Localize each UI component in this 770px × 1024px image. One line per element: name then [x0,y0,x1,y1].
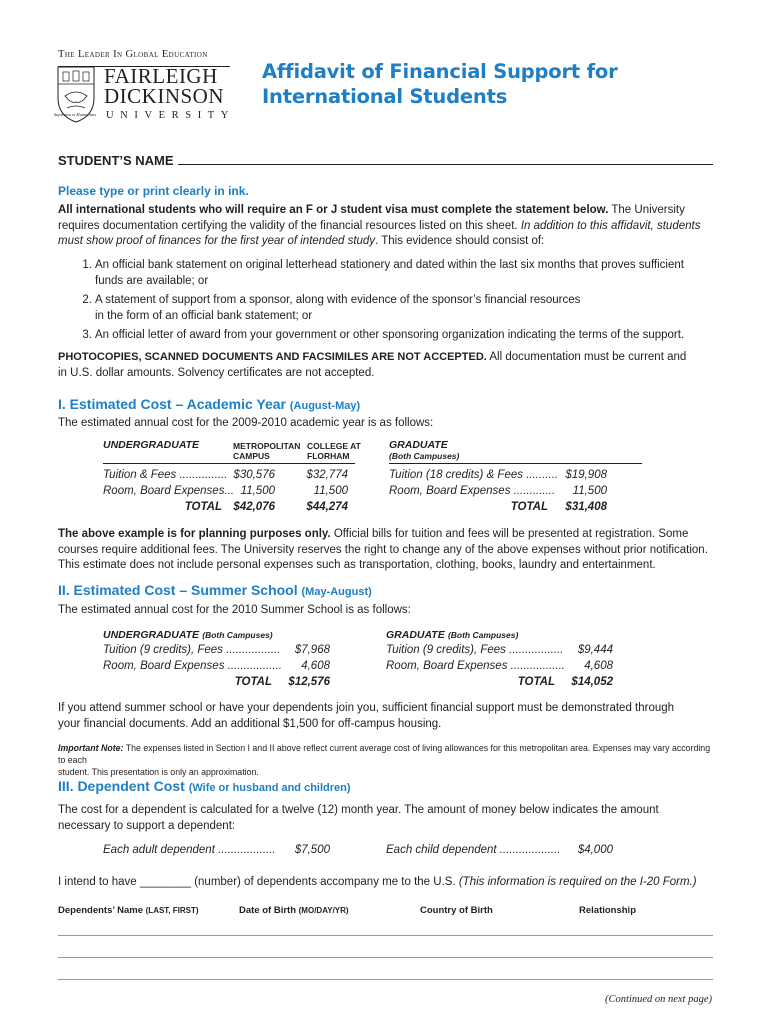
table-row-label: Room, Board Expenses... [103,485,235,497]
instruction-text: Please type or print clearly in ink. [58,184,249,198]
list-item-number: 1. [82,259,92,271]
table-row-label: Room, Board Expenses ............. [389,485,556,497]
divider [103,463,355,464]
table-cell: $30,576 [233,469,275,481]
table-cell: $32,774 [306,469,348,481]
column-header-relationship: Relationship [579,905,637,916]
logo-dickinson: DICKINSON [104,84,224,108]
photocopies-note: PHOTOCOPIES, SCANNED DOCUMENTS AND FACSIMILES ARE NOT ACCEPTED. All documentation must be current and in U.S. dollar amounts. Solvency certificates are not accepted. [58,351,687,379]
section-2-intro: The estimated annual cost for the 2010 Summer School is as follows: [58,604,411,616]
table-row-label: Tuition (9 credits), Fees ................. [386,644,564,656]
total-label: TOTAL [234,676,272,688]
student-name-label: STUDENT’S NAME [58,153,174,168]
section-1-title: I. Estimated Cost – Academic Year (August-May) [58,396,361,412]
dependent-entry-line[interactable] [58,979,713,980]
page-title: Affidavit of Financial Support for International Students [262,60,618,108]
important-note: Important Note: The expenses listed in Section I and II above reflect current average cost of living allowances for this metropolitan area. Expenses may vary according to each student. This presentation is only an approximation. [58,743,711,777]
section-3-intro: The cost for a dependent is calculated for a twelve (12) month year. The amount of money below indicates the amount necessary to support a dependent: [58,804,659,832]
adult-dependent-amount: $7,500 [294,844,330,856]
logo-fairleigh: FAIRLEIGH [104,64,218,88]
child-dependent-label: Each child dependent ................... [386,844,561,856]
table-row-label: Tuition & Fees ............... [103,469,228,481]
table-cell: $9,444 [577,644,613,656]
total-value: $14,052 [571,676,613,688]
total-label: TOTAL [184,501,222,513]
table-row-label: Tuition (18 credits) & Fees .......... [389,469,559,481]
dependents-count-field[interactable] [136,876,186,890]
table-cell: 4,608 [584,660,613,672]
adult-dependent-label: Each adult dependent .................. [103,844,276,856]
column-header-country: Country of Birth [420,905,493,916]
divider [389,463,642,464]
list-item: An official letter of award from your government or other sponsoring organization indicating the terms of the support. [95,329,685,341]
student-name-field[interactable] [178,164,713,165]
section-3-title: III. Dependent Cost (Wife or husband and children) [58,778,351,794]
crest-motto: Sapientia et Humanitas [53,112,97,117]
table-row-label: Tuition (9 credits), Fees ................. [103,644,281,656]
summer-dependents-note: If you attend summer school or have your dependents join you, sufficient financial support must be demonstrated through your financial documents. Add an additional $1,500 for off-campus housing. [58,702,675,730]
section-1-intro: The estimated annual cost for the 2009-2010 academic year is as follows: [58,417,434,429]
intend-statement: I intend to have ________ (number) of dependents accompany me to the U.S. (This information is required on the I-20 Form.) [58,876,697,888]
list-item-number: 3. [82,329,92,341]
grad-subheader: (Both Campuses) [389,451,460,461]
table-cell: 11,500 [572,485,607,497]
florham-column-header: COLLEGE AT FLORHAM [307,441,361,461]
ug-header: UNDERGRADUATE (Both Campuses) [103,629,273,641]
dependent-entry-line[interactable] [58,957,713,958]
table-row-label: Room, Board Expenses ................. [103,660,282,672]
column-header-name: Dependents’ Name (LAST, FIRST) [58,905,199,916]
table-cell: 11,500 [240,485,275,497]
list-item: An official bank statement on original letterhead stationery and dated within the last six months that proves sufficient funds are available; or [95,259,684,287]
total-label: TOTAL [517,676,555,688]
dependent-entry-line[interactable] [58,935,713,936]
table-cell: $19,908 [565,469,607,481]
continued-note: (Continued on next page) [604,994,712,1005]
logo-university: UNIVERSITY [106,110,235,121]
column-header-dob: Date of Birth (MO/DAY/YR) [239,905,349,916]
table-cell: 4,608 [301,660,330,672]
metro-column-header: METROPOLITAN CAMPUS [233,441,301,461]
total-value: $44,274 [306,501,348,513]
list-item: A statement of support from a sponsor, along with evidence of the sponsor’s financial resources in the form of an official bank statement; or [95,294,581,322]
logo-tagline: The Leader In Global Education [58,47,230,67]
planning-note: The above example is for planning purposes only. Official bills for tuition and fees will be presented at registration. Some courses require additional fees. The University reserves the right to change any of the above expenses without prior notification. This estimate does not include personal expenses such as transportation, clothing, books, laundry and entertainment. [58,528,708,571]
total-value: $31,408 [565,501,607,513]
total-value: $12,576 [288,676,330,688]
section-2-title: II. Estimated Cost – Summer School (May-August) [58,582,372,598]
list-item-number: 2. [82,294,92,306]
grad-header: GRADUATE (Both Campuses) [386,629,519,641]
grad-header: GRADUATE [389,439,448,451]
ug-header: UNDERGRADUATE [103,439,200,451]
table-cell: 11,500 [313,485,348,497]
intro-paragraph: All international students who will require an F or J student visa must complete the statement below. The University requires documentation certifying the validity of the financial resources listed on this sheet. In addition to this affidavit, students must show proof of finances for the first year of intended study. This evidence should consist of: [58,204,701,247]
table-row-label: Room, Board Expenses ................. [386,660,565,672]
total-value: $42,076 [233,501,275,513]
table-cell: $7,968 [294,644,330,656]
total-label: TOTAL [510,501,548,513]
child-dependent-amount: $4,000 [577,844,613,856]
